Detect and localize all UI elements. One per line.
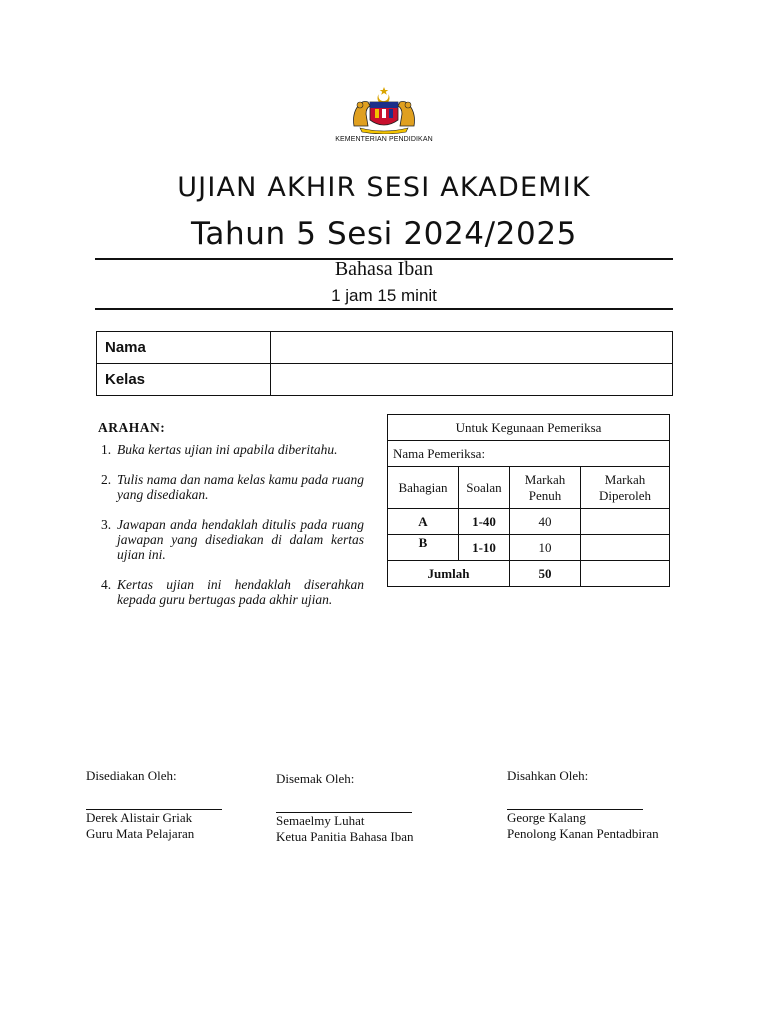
col-header-questions: Soalan — [459, 467, 510, 509]
questions-cell: 1-10 — [459, 535, 510, 561]
name-label: Nama — [97, 332, 271, 364]
col-header-section: Bahagian — [388, 467, 459, 509]
signature-approved — [507, 768, 659, 842]
class-field[interactable] — [271, 364, 673, 396]
signature-name: Derek Alistair Griak — [86, 810, 193, 825]
signature-checked — [276, 771, 414, 845]
signature-label: Disemak Oleh: — [276, 771, 355, 786]
subject-title: Bahasa Iban — [334, 258, 434, 280]
class-row — [97, 364, 673, 396]
examiner-table — [387, 414, 670, 587]
name-field[interactable] — [271, 332, 673, 364]
signature-label: Disahkan Oleh: — [507, 768, 589, 783]
instruction-item: 1. Buka kertas ujian ini apabila diberitahu. — [101, 442, 338, 457]
exam-duration: 1 jam 15 minit — [331, 286, 437, 305]
instruction-item: 3. Jawapan anda hendaklah ditulis pada ruang jawapan yang disediakan di dalam kertas ujian ini. — [101, 517, 364, 562]
examiner-title-row — [388, 415, 670, 441]
table-row — [388, 535, 670, 561]
signature-name: George Kalang — [507, 810, 586, 825]
table-row — [388, 509, 670, 535]
obtained-marks-cell[interactable] — [581, 535, 670, 561]
student-info-table — [96, 331, 673, 396]
instructions — [98, 420, 364, 622]
divider-bottom — [95, 308, 673, 310]
total-obtained-marks[interactable] — [581, 561, 670, 587]
full-marks-cell: 40 — [510, 509, 581, 535]
section-cell: A — [388, 509, 459, 535]
instruction-item: 4. Kertas ujian ini hendaklah diserahkan kepada guru bertugas pada akhir ujian. — [101, 577, 364, 607]
logo-caption: KEMENTERIAN PENDIDIKAN — [335, 136, 433, 143]
instructions-list — [98, 442, 364, 607]
signature-role: Guru Mata Pelajaran — [86, 826, 195, 841]
obtained-marks-cell[interactable] — [581, 509, 670, 535]
total-full-marks: 50 — [510, 561, 581, 587]
examiner-name-label: Nama Pemeriksa: — [388, 441, 670, 467]
signature-prepared — [86, 768, 222, 842]
section-cell: B — [388, 535, 459, 561]
exam-year: Tahun 5 Sesi 2024/2025 — [191, 216, 577, 252]
col-header-obtained-marks: Markah Diperoleh — [581, 467, 670, 509]
col-header-full-marks: Markah Penuh — [510, 467, 581, 509]
questions-cell: 1-40 — [459, 509, 510, 535]
examiner-title: Untuk Kegunaan Pemeriksa — [388, 415, 670, 441]
exam-title: UJIAN AKHIR SESI AKADEMIK — [177, 172, 591, 203]
malaysia-coat-of-arms-icon — [346, 86, 422, 134]
examiner-header-row — [388, 467, 670, 509]
name-row — [97, 332, 673, 364]
total-row — [388, 561, 670, 587]
signature-role: Penolong Kanan Pentadbiran — [507, 826, 659, 841]
examiner-name-row — [388, 441, 670, 467]
signature-name: Semaelmy Luhat — [276, 813, 365, 828]
instruction-item: 2. Tulis nama dan nama kelas kamu pada ruang yang disediakan. — [101, 472, 364, 502]
signature-role: Ketua Panitia Bahasa Iban — [276, 829, 414, 844]
full-marks-cell: 10 — [510, 535, 581, 561]
instructions-heading: ARAHAN: — [98, 420, 166, 435]
class-label: Kelas — [97, 364, 271, 396]
signature-label: Disediakan Oleh: — [86, 768, 177, 783]
total-label: Jumlah — [388, 561, 510, 587]
